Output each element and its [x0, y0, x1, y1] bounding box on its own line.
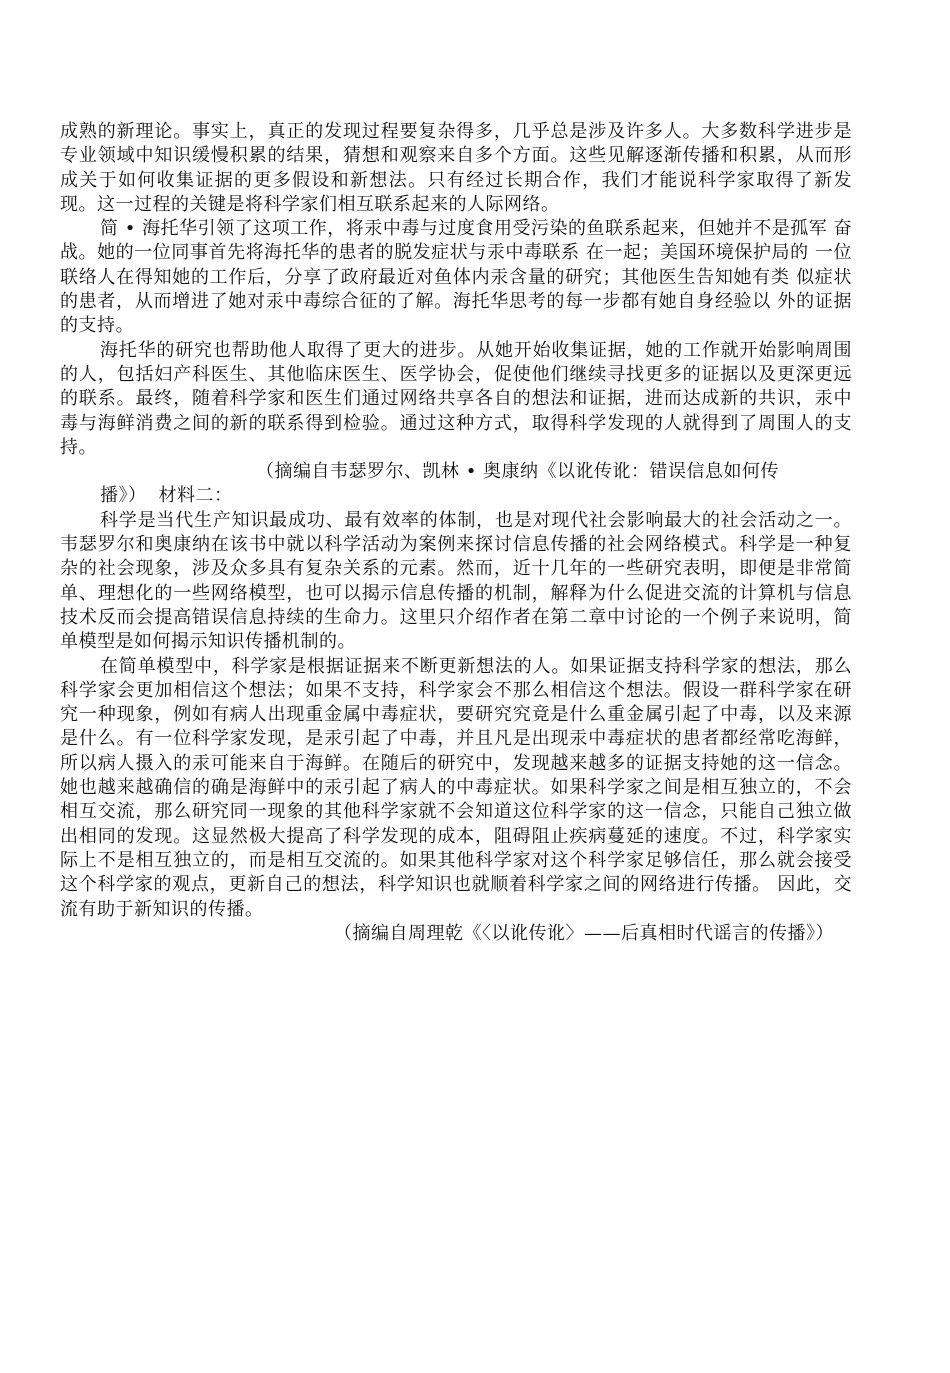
- paragraph-5: 在简单模型中，科学家是根据证据来不断更新想法的人。如果证据支持科学家的想法，那么科学家会更加相信这个想法；如果不支持，科学家会不那么相信这个想法。假设一群科学家在研究一种现象，例如有病人出现重金属中毒症状，要研究究竟是什么重金属引起了中毒，以及来源是什么。有一位科学家发现，是汞引起了中毒，并且凡是出现汞中毒症状的患者都经常吃海鲜，所以病人摄入的汞可能来自于海鲜。在随后的研究中，发现越来越多的证据支持她的这一信念。她也越来越确信的确是海鲜中的汞引起了病人的中毒症状。如果科学家之间是相互独立的，不会相互交流，那么研究同一现象的其他科学家就不会知道这位科学家的这一信念，只能自己独立做出相同的发现。这显然极大提高了科学发现的成本，阻碍阻止疾病蔓延的速度。不过，科学家实际上不是相互独立的，而是相互交流的。如果其他科学家对这个科学家足够信任，那么就会接受这个科学家的观点，更新自己的想法，科学知识也就顺着科学家之间的网络进行传播。 因此，交流有助于新知识的传播。: [60, 655, 852, 920]
- document-page: [60, 120, 852, 946]
- material-2-label: 材料二：: [158, 485, 233, 507]
- paragraph-1: 成熟的新理论。事实上，真正的发现过程要复杂得多，几乎总是涉及许多人。大多数科学进步是专业领域中知识缓慢积累的结果，猜想和观察来自多个方面。这些见解逐渐传播和积累，从而形成关于如何收集证据的更多假设和新想法。只有经过长期合作，我们才能说科学家取得了新发现。这一过程的关键是将科学家们相互联系起来的人际网络。: [60, 121, 852, 215]
- source-citation-1-line2: 播》）: [100, 485, 147, 507]
- source-citation-1-continued: [60, 484, 852, 508]
- source-citation-1-line1: （摘编自韦瑟罗尔、凯林 • 奥康纳《以讹传讹：错误信息如何传: [256, 461, 780, 483]
- paragraph-3: 海托华的研究也帮助他人取得了更大的进步。从她开始收集证据，她的工作就开始影响周围的人，包括妇产科医生、其他临床医生、医学协会，促使他们继续寻找更多的证据以及更深更远的联系。最终，随着科学家和医生们通过网络共享各自的想法和证据，进而达成新的共识，汞中毒与海鲜消费之间的新的联系得到检验。通过这种方式，取得科学发现的人就得到了周围人的支持。: [60, 339, 852, 458]
- paragraph-2: 简 • 海托华引领了这项工作，将汞中毒与过度食用受污染的鱼联系起来，但她并不是孤军 奋战。她的一位同事首先将海托华的患者的脱发症状与汞中毒联系 在一起；美国环境保护局的 一位联络人在得知她的工作后，分享了政府最近对鱼体内汞含量的研究；其他医生告知她有类 似症状的患者，从而增进了她对汞中毒综合征的了解。海托华思考的每一步都有她自身经验以 外的证据的支持。: [60, 218, 852, 337]
- source-citation-1: [60, 460, 852, 484]
- paragraph-4: 科学是当代生产知识最成功、最有效率的体制，也是对现代社会影响最大的社会活动之一。韦瑟罗尔和奥康纳在该书中就以科学活动为案例来探讨信息传播的社会网络模式。科学是一种复杂的社会现象，涉及众多具有复杂关系的元素。然而，近十几年的一些研究表明，即便是非常简单、理想化的一些网络模型，也可以揭示信息传播的机制，解释为什么促进交流的计算机与信息技术反而会提高错误信息持续的生命力。这里只介绍作者在第二章中讨论的一个例子来说明，简单模型是如何揭示知识传播机制的。: [60, 509, 852, 653]
- source-citation-2: （摘编自周理乾《〈以讹传讹〉——后真相时代谣言的传播》）: [334, 922, 834, 944]
